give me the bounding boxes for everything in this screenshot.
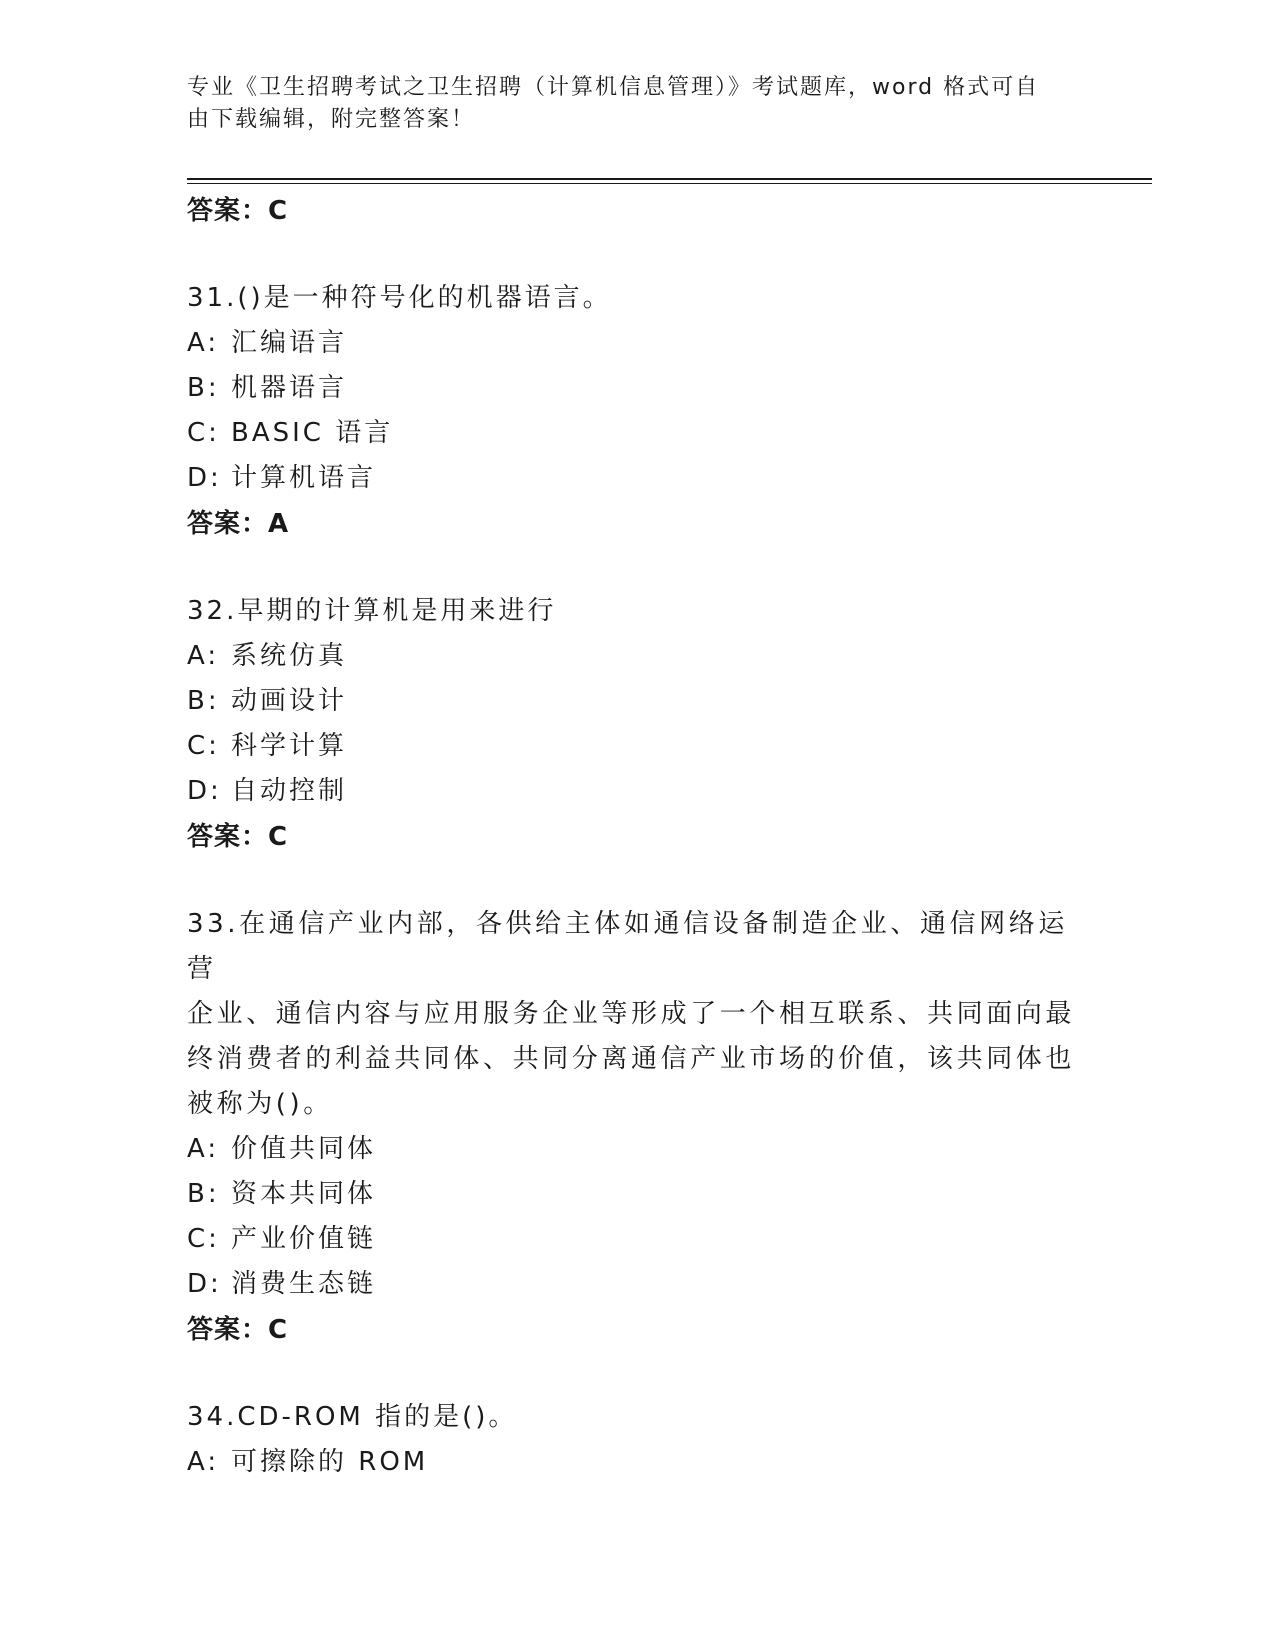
option-d [187, 1262, 1087, 1307]
option-c [187, 1217, 1087, 1262]
option-b [187, 366, 1087, 411]
option-d [187, 769, 1087, 814]
answer-32: 答案：C [187, 822, 289, 852]
option-letter: A: [187, 1134, 220, 1164]
document-body [187, 188, 1087, 1485]
question-stem: 32.早期的计算机是用来进行 [187, 596, 557, 626]
option-a [187, 634, 1087, 679]
question-stem-line-4: 被称为()。 [187, 1089, 333, 1119]
option-text: BASIC 语言 [231, 418, 394, 448]
header-divider-thick [187, 178, 1152, 180]
question-stem-line-2: 企业、通信内容与应用服务企业等形成了一个相互联系、共同面向最 [187, 999, 1076, 1029]
option-text: 机器语言 [231, 373, 348, 403]
question-31 [187, 276, 1087, 547]
option-text: 产业价值链 [231, 1224, 377, 1254]
option-text: 系统仿真 [231, 641, 348, 671]
option-letter: C: [187, 418, 220, 448]
option-text: 消费生态链 [231, 1269, 377, 1299]
option-a [187, 321, 1087, 366]
answer-previous: 答案：C [187, 196, 289, 226]
option-letter: D: [187, 1269, 222, 1299]
option-text: 动画设计 [231, 686, 348, 716]
option-letter: D: [187, 776, 222, 806]
option-letter: A: [187, 641, 220, 671]
question-stem-line-3: 终消费者的利益共同体、共同分离通信产业市场的价值，该共同体也 [187, 1044, 1076, 1074]
question-stem: 34.CD-ROM 指的是()。 [187, 1402, 518, 1432]
option-b [187, 679, 1087, 724]
option-text: 可擦除的 ROM [231, 1447, 429, 1477]
question-33 [187, 902, 1087, 1353]
option-letter: B: [187, 686, 220, 716]
option-letter: C: [187, 1224, 220, 1254]
question-stem-line-1: 33.在通信产业内部，各供给主体如通信设备制造企业、通信网络运营 [187, 909, 1068, 984]
option-c [187, 724, 1087, 769]
question-32 [187, 589, 1087, 860]
option-b [187, 1172, 1087, 1217]
question-34 [187, 1395, 1087, 1485]
option-a [187, 1127, 1087, 1172]
answer-33: 答案：C [187, 1315, 289, 1345]
option-a [187, 1440, 1087, 1485]
option-text: 汇编语言 [231, 328, 348, 358]
option-text: 资本共同体 [231, 1179, 377, 1209]
option-letter: A: [187, 1447, 220, 1477]
option-c [187, 411, 1087, 456]
header-line-2: 由下载编辑，附完整答案！ [187, 107, 476, 132]
option-letter: A: [187, 328, 220, 358]
header-line-1: 专业《卫生招聘考试之卫生招聘（计算机信息管理）》考试题库，word 格式可自 [187, 75, 1040, 100]
option-text: 自动控制 [231, 776, 348, 806]
option-letter: B: [187, 373, 220, 403]
option-text: 计算机语言 [231, 463, 377, 493]
header-divider-thin [187, 183, 1152, 184]
question-stem: 31.()是一种符号化的机器语言。 [187, 283, 612, 313]
document-header [187, 72, 1087, 136]
answer-31: 答案：A [187, 509, 290, 539]
option-text: 科学计算 [231, 731, 348, 761]
option-letter: D: [187, 463, 222, 493]
option-letter: B: [187, 1179, 220, 1209]
option-text: 价值共同体 [231, 1134, 377, 1164]
option-letter: C: [187, 731, 220, 761]
option-d [187, 456, 1087, 501]
